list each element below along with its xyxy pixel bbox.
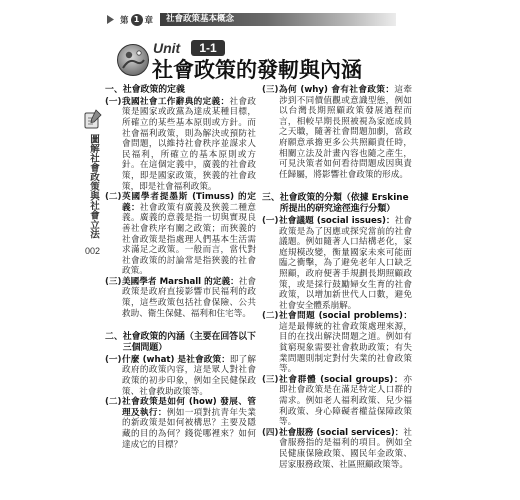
list-item-text (279, 428, 412, 470)
unit-label: Unit (153, 40, 181, 56)
list-item-body: 社會政策是國家或政黨為達成某種目標，所確立的某些基本原則或方針。而社會福利政策，則為解決或預防社會問題，以維持社會秩序並謀求人民福利，所確立的基本原則或方針。在這個定義中，廣義的社會政策，即是國家政策，狹義的社會政策，即是社會福利政策。 (122, 96, 256, 192)
page-number: 002 (85, 246, 101, 256)
list-item-body: 即了解政府的政策內容，這是眾人對社會政策的初步印象，例如全民健保政策、社會救助政策等。 (122, 354, 256, 397)
list-item (105, 397, 256, 450)
list-item-text (122, 355, 256, 397)
list-item (105, 277, 256, 319)
list-item-body: 例如一項對抗青年失業的新政策是如何被構思？主要及隱藏的目的為何？錢從哪裡來？如何達成它的目標？ (122, 407, 256, 450)
list-item-marker: (三) (262, 85, 279, 95)
list-item-lead: 社會政策是如何 (how) 發展、管理及執行： (122, 397, 256, 418)
list-item-text (279, 216, 412, 311)
right-column (262, 85, 412, 470)
list-item (262, 311, 412, 375)
section-heading-marker: 一、 (105, 85, 123, 95)
list-item-body: 社會政策有廣義及狹義二種意義。廣義的意義是指一切與實現良善社會秩序有關之政策；而狹義的社會政策是指處理人們基本生活需求滿足之政策。一般而言，當代對社會政策的討論常是指狹義的社會政策。 (122, 202, 256, 277)
sidebar-book-title: 圖解社會政策與社會立法 (88, 134, 99, 239)
section-heading-marker: 二、 (105, 332, 123, 343)
section-heading-marker: 三、 (262, 193, 280, 204)
list-item-marker: (二) (262, 311, 279, 322)
chapter-title: 社會政策基本概念 (160, 13, 396, 26)
section-heading (262, 193, 412, 215)
section-heading-text: 社會政策的定義 (122, 85, 185, 95)
list-item-lead: 我國社會工作辭典的定義： (122, 96, 230, 107)
chapter-number: 1 (131, 14, 143, 26)
list-item-text (279, 375, 412, 428)
list-item-body: 社會政策是政府直接影響市民福利的政策，這些政策包括社會保險、公共救助、衛生保健、福利和住宅等。 (122, 276, 256, 319)
list-item (262, 85, 412, 180)
list-item (105, 192, 256, 277)
section-heading (105, 85, 256, 96)
list-item-text (122, 192, 256, 277)
list-item-lead: 英國學者提墨斯 (Timuss) 的定義： (122, 192, 256, 213)
chapter-suffix: 章 (144, 15, 154, 26)
list-item-text (122, 397, 256, 450)
list-item-lead: 美國學者 Marshall 的定義： (122, 276, 239, 287)
list-item (262, 216, 412, 311)
list-item-marker: (三) (105, 276, 122, 287)
list-item-body: 這牽涉到不同價值觀或意識型態，例如以台灣長期照顧政策發展過程而言，相較早期長照被視為家庭成員之天職，隨著社會問題加劇，當政府願意承擔更多公共照顧責任時，相關立法及計畫內容也隨之產生，可見決策者如何看待問題成因與責任歸屬，將影響社會政策的形成。 (279, 85, 412, 180)
list-item-marker: (一) (262, 215, 279, 226)
chapter-ornament-icon (106, 14, 115, 25)
list-item-text (122, 97, 256, 192)
list-item-body: 社會政策是為了因應或探究當前的社會議題。例如隨著人口結構老化，家庭規模改變，衡量國家未來可能面臨之衝擊，為了避免老年人口缺乏照顧，政府便著手規劃長期照顧政策，或是採行鼓勵婦女生育的社會政策，以增加新世代人口數，避免社會安全體系崩解。 (279, 215, 412, 311)
list-item-text (279, 311, 412, 375)
list-item-marker: (一) (105, 354, 122, 365)
list-item-marker: (二) (105, 397, 122, 408)
list-item-marker: (三) (262, 374, 279, 385)
unit-number-badge: 1-1 (191, 40, 225, 56)
list-item (262, 428, 412, 470)
section-heading-text: 社會政策的內涵（主要在回答以下三個問題） (122, 332, 256, 354)
list-item (262, 375, 412, 428)
list-item-text (122, 277, 256, 319)
list-item-lead: 社會服務 (social services)： (279, 427, 404, 438)
left-column (105, 85, 256, 451)
chapter-header (106, 12, 396, 27)
list-item (105, 97, 256, 192)
list-item-lead: 為何 (why) 會有社會政策： (279, 85, 395, 95)
list-item (105, 355, 256, 397)
section-heading (105, 332, 256, 354)
list-item-text (279, 85, 412, 180)
unit-title: 社會政策的發軔與內涵 (152, 58, 362, 82)
list-item-lead: 什麼 (what) 是社會政策： (122, 354, 230, 365)
list-item-body: 社會服務指的是福利的項目。例如全民健康保險政策、國民年金政策、居家服務政策、社區照顧政策等。 (279, 427, 412, 470)
unit-emblem-icon (116, 40, 150, 78)
list-item-body: 這是最傳統的社會政策處理來源，目的在找出解決問題之道。例如有貧窮現象需要社會救助政策；有失業問題則制定對付失業的社會政策等。 (279, 321, 412, 375)
list-item-body: 亦即社會政策是在滿足特定人口群的需求。例如老人福利政策、兒少福利政策、身心障礙者權益保障政策等。 (279, 374, 412, 428)
section-heading-text: 社會政策的分類（依據 Erskine 所提出的研究途徑進行分類） (279, 193, 409, 215)
list-item-lead: 社會群體 (social groups)： (279, 374, 404, 385)
sidebar-emblem-icon (83, 108, 103, 130)
chapter-prefix: 第 (120, 15, 129, 26)
list-item-lead: 社會問題 (social problems)： (279, 311, 412, 322)
list-item-marker: (二) (105, 192, 122, 203)
list-item-marker: (四) (262, 427, 279, 438)
list-item-marker: (一) (105, 96, 122, 107)
list-item-lead: 社會議題 (social issues)： (279, 215, 395, 226)
